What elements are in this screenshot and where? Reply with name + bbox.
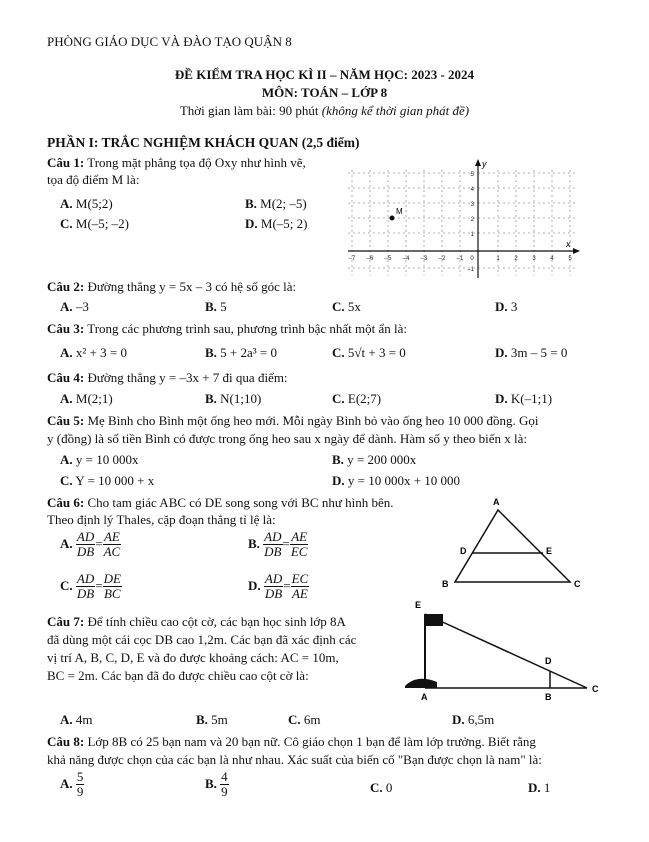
q2-option-a xyxy=(60,299,89,315)
equals-sign: = xyxy=(95,536,103,552)
vertex-c-label: C xyxy=(574,579,581,589)
option-letter: D. xyxy=(245,216,258,231)
option-value: M(2;1) xyxy=(75,391,113,406)
y-axis-arrow-icon xyxy=(475,159,481,166)
numerator: 4 xyxy=(221,769,228,784)
ground-mound-icon xyxy=(405,679,437,688)
option-letter: B. xyxy=(332,452,344,467)
q4-option-b xyxy=(205,391,261,407)
q4-option-a xyxy=(60,391,113,407)
option-value: x² + 3 = 0 xyxy=(75,345,127,360)
option-letter: B. xyxy=(248,536,260,552)
q4-option-c xyxy=(332,391,381,407)
q7-text-line3: vị trí A, B, C, D, E và đo được khoảng cách: AC = 10m, xyxy=(47,650,339,665)
denominator: DB xyxy=(264,585,283,601)
x-tick-label: 2 xyxy=(514,256,518,262)
q2-option-c xyxy=(332,299,361,315)
option-value: 5√t + 3 = 0 xyxy=(347,345,406,360)
x-tick-label: –3 xyxy=(420,256,428,262)
q4-label: Câu 4: xyxy=(47,370,85,385)
q6-stem1: Cho tam giác ABC có DE song song với BC như hình bên. xyxy=(84,495,394,510)
numerator: AE xyxy=(103,529,120,544)
q1-label: Câu 1: xyxy=(47,155,85,170)
x-tick-label: 3 xyxy=(532,256,536,262)
q6-text-line2: Theo định lý Thales, cặp đoạn thẳng tỉ lệ là: xyxy=(47,512,276,527)
option-value: –3 xyxy=(75,299,89,314)
q6-text-line1 xyxy=(47,495,394,511)
q2-label: Câu 2: xyxy=(47,279,85,294)
x-axis-label: x xyxy=(566,239,571,249)
q7-text-line2: đã dùng một cái cọc DB cao 1,2m. Các bạn đã xác định các xyxy=(47,632,357,647)
x-tick-label: –7 xyxy=(348,256,356,262)
option-letter: A. xyxy=(60,452,73,467)
option-value: M(2; –5) xyxy=(260,196,307,211)
numerator: AD xyxy=(76,571,95,586)
y-tick-label: –1 xyxy=(467,267,474,273)
point-b-label: B xyxy=(545,692,552,702)
fraction xyxy=(103,530,122,558)
option-value: 5m xyxy=(211,712,228,727)
x-tick-label: 4 xyxy=(550,256,554,262)
point-a-label: A xyxy=(421,692,428,702)
q1-option-b xyxy=(245,196,307,212)
q3-option-c xyxy=(332,345,406,361)
q6-option-b xyxy=(248,530,308,558)
q2-option-d xyxy=(495,299,517,315)
department-name: PHÒNG GIÁO DỤC VÀ ĐÀO TẠO QUẬN 8 xyxy=(47,34,292,49)
denominator: DB xyxy=(76,585,95,601)
option-letter: D. xyxy=(528,780,541,795)
option-letter: A. xyxy=(60,776,73,792)
numerator: 5 xyxy=(76,769,84,784)
q1-text-line2: tọa độ điểm M là: xyxy=(47,172,140,187)
q8-label: Câu 8: xyxy=(47,734,85,749)
q7-option-c xyxy=(288,712,321,728)
vertex-a-label: A xyxy=(493,497,500,507)
option-letter: C. xyxy=(288,712,301,727)
vertex-b-label: B xyxy=(442,579,449,589)
denominator: EC xyxy=(290,543,308,559)
fraction xyxy=(220,770,229,798)
option-letter: D. xyxy=(332,473,345,488)
denominator: 9 xyxy=(76,783,84,799)
x-tick-label: –5 xyxy=(384,256,392,262)
q8-stem1: Lớp 8B có 25 bạn nam và 20 bạn nữ. Cô giáo chọn 1 bạn để làm lớp trưởng. Biết rằng xyxy=(84,734,536,749)
option-letter: B. xyxy=(196,712,208,727)
y-axis-label: y xyxy=(482,159,487,169)
time-note: (không kể thời gian phát đề) xyxy=(321,103,470,118)
equals-sign: = xyxy=(283,578,291,594)
q7-stem1: Để tính chiều cao cột cờ, các bạn học sinh lớp 8A xyxy=(84,614,346,629)
q1-text-line1 xyxy=(47,155,306,171)
denominator: BC xyxy=(103,585,121,601)
q4-text xyxy=(47,370,288,386)
y-tick-label: 5 xyxy=(470,172,474,178)
q7-flagpole-figure xyxy=(395,596,605,706)
option-value: 1 xyxy=(543,780,551,795)
fraction xyxy=(103,572,122,600)
x-tick-label: –2 xyxy=(438,256,446,262)
q8-option-c xyxy=(370,780,392,796)
q1-option-d xyxy=(245,216,307,232)
option-value: E(2;7) xyxy=(347,391,382,406)
q3-option-b xyxy=(205,345,277,361)
q7-text-line1 xyxy=(47,614,346,630)
option-letter: A. xyxy=(60,196,73,211)
vertex-e-label: E xyxy=(546,546,553,556)
option-value: N(1;10) xyxy=(220,391,262,406)
q8-text-line1 xyxy=(47,734,536,750)
part1-title: PHẦN I: TRẮC NGHIỆM KHÁCH QUAN (2,5 điểm) xyxy=(47,135,360,150)
q1-option-a xyxy=(60,196,113,212)
exam-title: ĐỀ KIỂM TRA HỌC KÌ II – NĂM HỌC: 2023 - 2024 xyxy=(174,67,475,82)
q3-option-d xyxy=(495,345,567,361)
q6-label: Câu 6: xyxy=(47,495,85,510)
option-letter: B. xyxy=(205,345,217,360)
numerator: EC xyxy=(291,571,309,586)
option-value: 4m xyxy=(75,712,93,727)
option-letter: A. xyxy=(60,391,73,406)
vertex-d-label: D xyxy=(460,546,467,556)
q6-option-d xyxy=(248,572,309,600)
q1-coordinate-graph xyxy=(340,158,582,286)
denominator: AE xyxy=(291,585,308,601)
q8-option-a xyxy=(60,770,84,798)
numerator: AE xyxy=(291,529,308,544)
numerator: DE xyxy=(103,571,121,586)
denominator: AC xyxy=(103,543,121,559)
x-tick-label: –1 xyxy=(456,256,464,262)
option-letter: A. xyxy=(60,536,73,552)
y-tick-label: 2 xyxy=(470,217,474,223)
q5-option-b xyxy=(332,452,416,468)
exam-subject: MÔN: TOÁN – LỚP 8 xyxy=(261,85,388,100)
option-letter: B. xyxy=(205,391,217,406)
option-letter: C. xyxy=(60,216,73,231)
q3-label: Câu 3: xyxy=(47,321,85,336)
x-tick-label: 5 xyxy=(568,256,572,262)
option-value: 5x xyxy=(347,299,361,314)
q6-triangle-figure xyxy=(440,494,590,594)
q3-stem: Trong các phương trình sau, phương trình bậc nhất một ẩn là: xyxy=(84,321,408,336)
option-letter: A. xyxy=(60,345,73,360)
q3-text xyxy=(47,321,407,337)
q6-option-a xyxy=(60,530,121,558)
numerator: AD xyxy=(76,529,95,544)
q5-option-c xyxy=(60,473,154,489)
q8-option-d xyxy=(528,780,550,796)
y-tick-label: 1 xyxy=(470,232,474,238)
option-value: 6m xyxy=(303,712,321,727)
option-letter: D. xyxy=(495,345,508,360)
q6-option-c xyxy=(60,572,122,600)
option-letter: A. xyxy=(60,299,73,314)
option-value: M(5;2) xyxy=(75,196,113,211)
option-letter: D. xyxy=(248,578,261,594)
point-c-label: C xyxy=(592,684,599,694)
q1-option-c xyxy=(60,216,129,232)
q5-label: Câu 5: xyxy=(47,413,85,428)
option-letter: C. xyxy=(332,391,345,406)
sight-line xyxy=(425,614,587,688)
denominator: DB xyxy=(76,543,95,559)
option-letter: D. xyxy=(495,391,508,406)
option-letter: B. xyxy=(245,196,257,211)
equals-sign: = xyxy=(282,536,290,552)
numerator: AD xyxy=(264,571,283,586)
q1-text1: Trong mặt phẳng tọa độ Oxy như hình vẽ, xyxy=(84,155,306,170)
equals-sign: = xyxy=(95,578,103,594)
option-value: K(–1;1) xyxy=(510,391,553,406)
point-e-label: E xyxy=(415,600,422,610)
q7-text-line4: BC = 2m. Các bạn đã đo được chiều cao cột cờ là: xyxy=(47,668,309,683)
q5-text-line2: y (đồng) là số tiền Bình có được trong ống heo sau x ngày để dành. Hàm số y theo biến x là: xyxy=(47,431,528,446)
option-letter: C. xyxy=(60,473,73,488)
option-value: 5 xyxy=(220,299,227,314)
x-tick-label: –4 xyxy=(402,256,410,262)
exam-time xyxy=(0,103,649,119)
denominator: DB xyxy=(264,543,282,559)
x-tick-label: 1 xyxy=(496,256,500,262)
fraction xyxy=(264,572,283,600)
option-letter: B. xyxy=(205,776,217,792)
q5-text-line1 xyxy=(47,413,538,429)
q5-option-a xyxy=(60,452,138,468)
option-value: M(–5; –2) xyxy=(75,216,129,231)
option-value: y = 10 000x + 10 000 xyxy=(347,473,461,488)
option-letter: C. xyxy=(332,299,345,314)
y-tick-label: 3 xyxy=(470,202,474,208)
q5-option-d xyxy=(332,473,460,489)
x-tick-label: 0 xyxy=(470,256,474,262)
fraction xyxy=(76,770,85,798)
x-axis-arrow-icon xyxy=(573,248,580,254)
q3-option-a xyxy=(60,345,127,361)
fraction xyxy=(76,572,95,600)
y-tick-label: 4 xyxy=(470,187,474,193)
option-letter: A. xyxy=(60,712,73,727)
time-label: Thời gian làm bài: 90 phút xyxy=(179,103,322,118)
triangle-abc xyxy=(455,510,570,582)
option-value: 3m – 5 = 0 xyxy=(510,345,568,360)
point-d-label: D xyxy=(545,656,552,666)
option-letter: D. xyxy=(495,299,508,314)
q2-text xyxy=(47,279,296,295)
q7-option-a xyxy=(60,712,93,728)
option-value: y = 200 000x xyxy=(347,452,417,467)
q8-option-b xyxy=(205,770,229,798)
option-value: 5 + 2a³ = 0 xyxy=(220,345,278,360)
q4-stem: Đường thẳng y = –3x + 7 đi qua điểm: xyxy=(84,370,288,385)
option-value: M(–5; 2) xyxy=(260,216,308,231)
q8-text-line2: khả năng được chọn của các bạn là như nhau. Xác suất của biến cố "Bạn được chọn là nam" là: xyxy=(47,752,542,767)
x-tick-label: –6 xyxy=(366,256,374,262)
fraction xyxy=(263,530,282,558)
fraction xyxy=(291,572,310,600)
option-value: y = 10 000x xyxy=(75,452,139,467)
fraction xyxy=(76,530,95,558)
point-m-label: M xyxy=(396,207,403,216)
point-m xyxy=(390,216,395,221)
numerator: AD xyxy=(264,529,282,544)
q7-option-d xyxy=(452,712,494,728)
q4-option-d xyxy=(495,391,552,407)
option-letter: C. xyxy=(370,780,383,795)
fraction xyxy=(290,530,309,558)
option-value: Y = 10 000 + x xyxy=(75,473,155,488)
option-letter: B. xyxy=(205,299,217,314)
option-letter: D. xyxy=(452,712,465,727)
q5-stem1: Mẹ Bình cho Bình một ống heo mới. Mỗi ngày Bình bỏ vào ống heo 10 000 đồng. Gọi xyxy=(84,413,539,428)
q7-option-b xyxy=(196,712,228,728)
option-letter: C. xyxy=(60,578,73,594)
option-value: 0 xyxy=(385,780,393,795)
q7-label: Câu 7: xyxy=(47,614,85,629)
q2-stem: Đường thẳng y = 5x – 3 có hệ số góc là: xyxy=(84,279,297,294)
denominator: 9 xyxy=(221,783,228,799)
option-letter: C. xyxy=(332,345,345,360)
option-value: 6,5m xyxy=(467,712,495,727)
q2-option-b xyxy=(205,299,227,315)
option-value: 3 xyxy=(510,299,518,314)
